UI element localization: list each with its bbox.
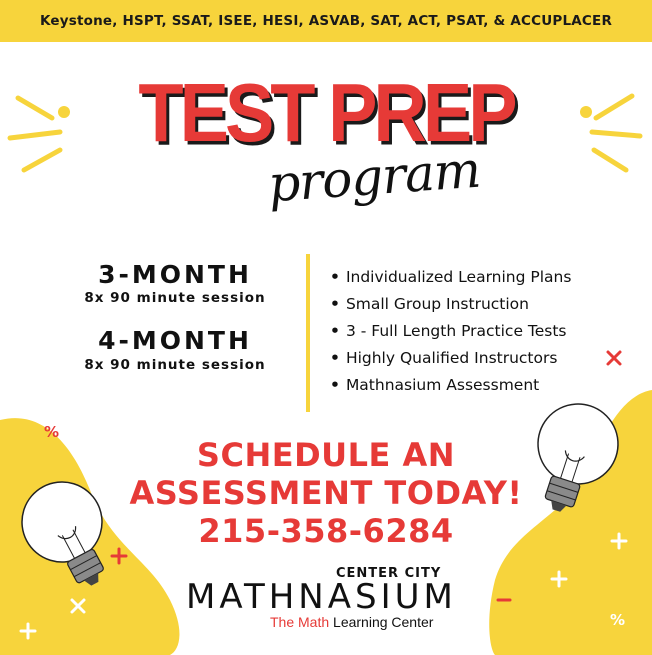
headline-main: TEST PREP bbox=[138, 65, 514, 159]
exam-list-banner bbox=[0, 0, 652, 42]
list-item: • Highly Qualified Instructors bbox=[330, 349, 558, 367]
feature-list bbox=[330, 264, 571, 399]
headline bbox=[0, 65, 652, 214]
plan-name: 3-MONTH bbox=[98, 260, 252, 289]
plan-options bbox=[60, 262, 290, 373]
plan-item bbox=[60, 328, 290, 372]
list-item: • Small Group Instruction bbox=[330, 295, 529, 313]
headline-script: program bbox=[266, 140, 482, 214]
divider bbox=[306, 254, 310, 412]
logo-tagline: The Math Learning Center bbox=[270, 614, 434, 630]
svg-text:%: % bbox=[44, 423, 60, 441]
cta-line-1: SCHEDULE AN bbox=[196, 436, 456, 474]
phone-number[interactable]: 215-358-6284 bbox=[198, 512, 454, 550]
call-to-action bbox=[0, 436, 652, 550]
plan-name: 4-MONTH bbox=[98, 326, 252, 356]
logo-wordmark: MATHNASIUM bbox=[186, 577, 457, 617]
logo-location: CENTER CITY bbox=[336, 566, 442, 581]
plan-item bbox=[60, 262, 290, 306]
cta-line-2: ASSESSMENT TODAY! bbox=[129, 474, 523, 512]
exam-list: Keystone, HSPT, SSAT, ISEE, HESI, ASVAB, SAT, ACT, PSAT, & ACCUPLACER bbox=[39, 13, 613, 29]
svg-text:%: % bbox=[610, 611, 626, 629]
list-item: • 3 - Full Length Practice Tests bbox=[330, 322, 567, 340]
plan-detail: 8x 90 minute session bbox=[84, 356, 266, 373]
list-item: • Mathnasium Assessment bbox=[330, 376, 540, 394]
plan-detail: 8x 90 minute session bbox=[84, 290, 266, 307]
list-item: • Individualized Learning Plans bbox=[330, 268, 572, 286]
